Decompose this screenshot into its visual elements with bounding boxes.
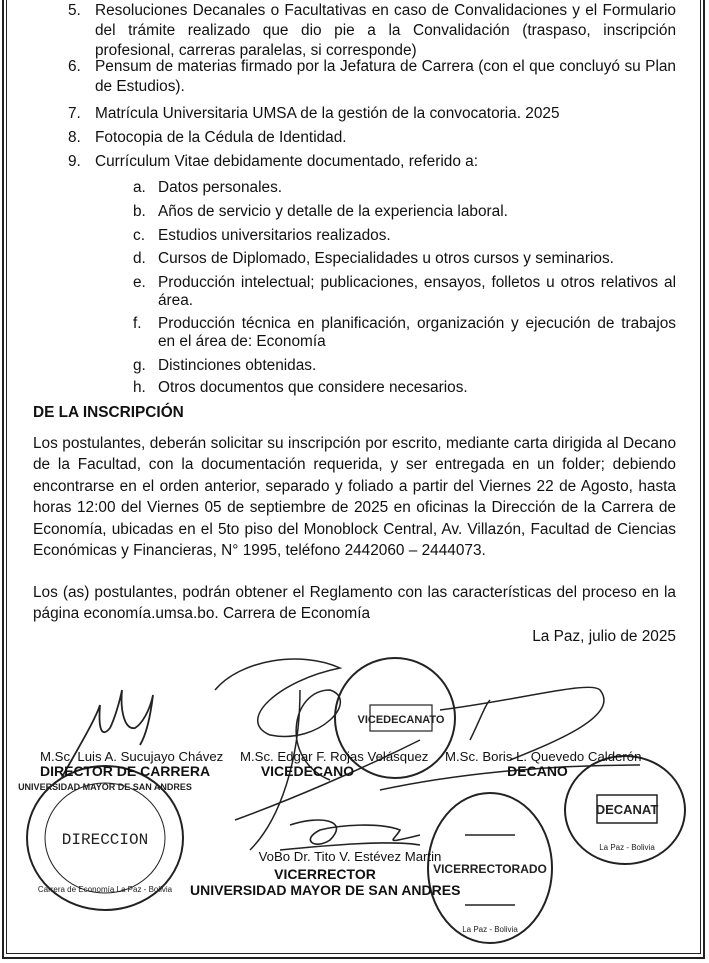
cv-letter: f. bbox=[133, 315, 142, 332]
cv-text: Otros documentos que considere necesarios. bbox=[158, 379, 468, 396]
cv-letter: d. bbox=[133, 250, 146, 267]
signatory-director bbox=[40, 749, 224, 779]
inscription-paragraph: Los postulantes, deberán solicitar su inscripción por escrito, mediante carta dirigida al Decano de la Facultad, con la documentación requerida, y ser entregada en un folder; debiendo encontrarse en el orden anterior, separado y foliado a partir del Viernes 22 de Agosto, hasta horas 12:00 del Viernes 05 de septiembre de 2025 en oficinas la Dirección de la Carrera de Economía, ubicadas en el 5to piso del Monoblock Central, Av. Villazón, Facultad de Ciencias Económicas y Financieras, N° 1995, teléfono 2442060 – 2444073. bbox=[33, 435, 676, 560]
stamp-vicerrectorado-center: VICERRECTORADO bbox=[433, 862, 547, 876]
cv-letter: a. bbox=[133, 179, 146, 196]
signatory-name: VoBo Dr. Tito V. Estévez Martin bbox=[258, 849, 442, 864]
place-date: La Paz, julio de 2025 bbox=[532, 628, 676, 645]
item-text: Pensum de materias firmado por la Jefatura de Carrera (con el que concluyó su Plan de Estudios). bbox=[95, 58, 676, 95]
item-number: 7. bbox=[68, 105, 81, 122]
cv-letter: g. bbox=[133, 357, 146, 374]
signature-vicerrector bbox=[280, 820, 420, 850]
stamp-vicedecanato-center: VICEDECANATO bbox=[357, 714, 445, 726]
cv-text: Cursos de Diplomado, Especialidades u otros cursos y seminarios. bbox=[158, 250, 614, 267]
signatory-name: M.Sc. Boris L. Quevedo Calderón bbox=[445, 749, 642, 764]
signatory-title: DIRECTOR DE CARRERA bbox=[40, 763, 211, 779]
stamp-direccion-center: DIRECCION bbox=[61, 831, 149, 849]
item-text: Currículum Vitae debidamente documentado, referido a: bbox=[95, 153, 478, 170]
cv-text: Estudios universitarios realizados. bbox=[158, 227, 391, 244]
cv-letter: c. bbox=[133, 227, 145, 244]
item-number: 5. bbox=[68, 2, 81, 19]
cv-letter: h. bbox=[133, 379, 146, 396]
stamp-direccion-bottom: Carrera de Economía La Paz - Bolivia bbox=[37, 885, 173, 894]
cv-text: Producción intelectual; publicaciones, ensayos, folletos u otros relativos al área. bbox=[158, 274, 676, 309]
item-text: Resoluciones Decanales o Facultativas en caso de Convalidaciones y el Formulario del trámite realizado que dio pie a la Convalidación (traspaso, inscripción profesional, carreras paralelas, si corresponde) bbox=[95, 2, 676, 59]
cv-text: Datos personales. bbox=[158, 179, 283, 196]
stamp-decanato-bottom: La Paz - Bolivia bbox=[599, 843, 655, 852]
section-heading: DE LA INSCRIPCIÓN bbox=[33, 404, 184, 421]
signatory-vicedecano bbox=[240, 749, 429, 779]
signatory-title: VICEDECANO bbox=[260, 763, 355, 779]
cv-text: Producción técnica en planificación, organización y ejecución de trabajos en el área de: Economía bbox=[158, 315, 676, 350]
item-text: Matrícula Universitaria UMSA de la gestión de la convocatoria. 2025 bbox=[95, 105, 560, 122]
institution-name: UNIVERSIDAD MAYOR DE SAN ANDRES bbox=[190, 882, 461, 898]
stamp-vicerrectorado-bottom: La Paz - Bolivia bbox=[462, 925, 518, 934]
signatory-title: VICERRECTOR bbox=[274, 865, 376, 882]
stamp-direccion-outer: UNIVERSIDAD MAYOR DE SAN ANDRES bbox=[18, 782, 192, 792]
item-number: 9. bbox=[68, 153, 81, 170]
signatory-name: M.Sc. Luis A. Sucujayo Chávez bbox=[40, 749, 224, 764]
item-text: Fotocopia de la Cédula de Identidad. bbox=[95, 129, 347, 146]
reglamento-paragraph: Los (as) postulantes, podrán obtener el Reglamento con las características del proceso en la página economía.umsa.bo. Carrera de Economía bbox=[33, 584, 676, 623]
cv-text: Distinciones obtenidas. bbox=[158, 357, 317, 374]
signatory-decano bbox=[445, 749, 642, 779]
item-number: 6. bbox=[68, 58, 81, 75]
signatory-title: DECANO bbox=[507, 763, 568, 779]
signatory-vicerrector bbox=[190, 849, 460, 899]
stamp-decanato-center: DECANAT bbox=[595, 802, 659, 817]
item-number: 8. bbox=[68, 129, 81, 146]
signatory-name: M.Sc. Edgar F. Rojas Velásquez bbox=[240, 749, 429, 764]
cv-letter: b. bbox=[133, 203, 146, 220]
cv-letter: e. bbox=[133, 274, 146, 291]
cv-text: Años de servicio y detalle de la experiencia laboral. bbox=[158, 203, 508, 220]
